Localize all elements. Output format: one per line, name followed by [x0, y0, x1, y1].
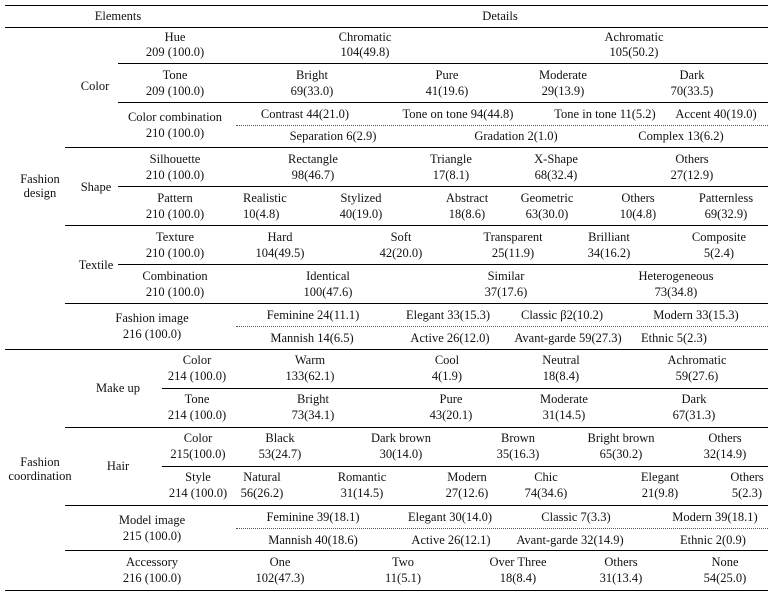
element-label: Color	[182, 353, 212, 367]
detail-category: Abstract	[445, 191, 489, 205]
section-fashion-coordination: Fashion coordination	[8, 455, 72, 483]
section-fashion-design: Fashion design	[20, 172, 60, 200]
detail-category: X-Shape	[534, 152, 578, 166]
detail-category: Cool	[434, 353, 460, 367]
element-total: 214 (100.0)	[167, 408, 227, 422]
element-total: 210 (100.0)	[145, 168, 205, 182]
detail-category: Pure	[435, 68, 459, 82]
detail-category: Triangle	[430, 152, 472, 166]
detail-item: Modern 33(15.3)	[653, 308, 739, 322]
detail-category: Over Three	[489, 555, 547, 569]
detail-value: 10(4.8)	[243, 207, 280, 221]
element-label: Style	[185, 470, 211, 484]
detail-category: Heterogeneous	[638, 269, 714, 283]
element-label: Silhouette	[149, 152, 201, 166]
detail-value: 5(2.4)	[703, 246, 735, 260]
element-total: 215 (100.0)	[122, 529, 182, 543]
detail-value: 4(1.9)	[431, 369, 463, 383]
detail-category: Identical	[306, 269, 350, 283]
row-rule	[65, 225, 768, 226]
detail-category: Others	[730, 470, 764, 484]
detail-item: Classic 7(3.3)	[541, 510, 611, 524]
detail-category: Natural	[243, 470, 281, 484]
detail-value: 5(2.3)	[731, 486, 763, 500]
detail-category: Patternless	[698, 191, 754, 205]
detail-value: 73(34.8)	[654, 285, 698, 299]
element-total: 216 (100.0)	[122, 571, 182, 585]
detail-category: Hard	[267, 230, 293, 244]
element-label: Fashion image	[115, 311, 189, 325]
detail-item: Elegant 30(14.0)	[407, 510, 493, 524]
detail-value: 31(14.5)	[542, 408, 586, 422]
detail-item: Ethnic 2(0.9)	[680, 533, 746, 547]
detail-category: Bright	[296, 68, 328, 82]
detail-item: Feminine 39(18.1)	[266, 510, 360, 524]
detail-category: Others	[675, 152, 709, 166]
element-total: 210 (100.0)	[145, 285, 205, 299]
element-total: 210 (100.0)	[145, 126, 205, 140]
detail-value: 69(32.9)	[704, 207, 748, 221]
detail-item: Avant-garde 32(14.9)	[516, 533, 624, 547]
detail-value: 11(5.1)	[385, 571, 421, 585]
detail-category: None	[711, 555, 739, 569]
detail-category: Bright	[297, 392, 329, 406]
detail-category: Warm	[294, 353, 326, 367]
detail-value: 54(25.0)	[703, 571, 747, 585]
detail-item: Tone in tone 11(5.2)	[554, 107, 656, 121]
detail-value: 18(8.4)	[499, 571, 537, 585]
element-label: Pattern	[157, 191, 193, 205]
detail-value: 34(16.2)	[587, 246, 631, 260]
row-rule	[118, 264, 768, 265]
element-label: Combination	[142, 269, 208, 283]
detail-value: 102(47.3)	[255, 571, 305, 585]
detail-category: Others	[621, 191, 655, 205]
section-rule	[5, 349, 768, 350]
detail-category: Chic	[534, 470, 558, 484]
detail-category: Rectangle	[288, 152, 338, 166]
detail-category: Elegant	[640, 470, 680, 484]
header-elements: Elements	[94, 9, 142, 23]
row-rule	[118, 102, 768, 103]
detail-category: Others	[604, 555, 638, 569]
group-color: Color	[80, 79, 110, 93]
detail-value: 31(14.5)	[340, 486, 384, 500]
detail-category: One	[269, 555, 291, 569]
element-label: Texture	[156, 230, 194, 244]
row-rule	[65, 303, 768, 304]
detail-value: 100(47.6)	[303, 285, 353, 299]
detail-value: 133(62.1)	[285, 369, 335, 383]
detail-category: Transparent	[483, 230, 543, 244]
group-make-up: Make up	[95, 381, 141, 395]
detail-category: Soft	[390, 230, 412, 244]
detail-category: Geometric	[520, 191, 574, 205]
row-rule	[65, 147, 768, 148]
detail-item: Avant-garde 59(27.3)	[514, 331, 622, 345]
element-label: Tone	[162, 68, 188, 82]
detail-value: 31(13.4)	[599, 571, 643, 585]
detail-value: 98(46.7)	[291, 168, 335, 182]
detail-value: 29(13.9)	[541, 84, 585, 98]
detail-category: Black	[265, 431, 295, 445]
detail-category: Dark	[679, 68, 705, 82]
detail-category: Two	[391, 555, 415, 569]
detail-value: 41(19.6)	[425, 84, 469, 98]
detail-category: Realistic	[243, 191, 287, 205]
row-rule	[236, 125, 768, 126]
detail-value: 65(30.2)	[599, 447, 643, 461]
element-label: Hue	[164, 30, 186, 44]
detail-value: 53(24.7)	[258, 447, 302, 461]
detail-item: Tone on tone 94(44.8)	[402, 107, 514, 121]
element-label: Model image	[118, 513, 186, 527]
detail-category: Moderate	[539, 68, 587, 82]
table-bottom-rule	[5, 590, 768, 591]
element-total: 214 (100.0)	[168, 486, 228, 500]
row-rule	[118, 63, 768, 64]
detail-value: 67(31.3)	[672, 408, 716, 422]
detail-item: Mannish 40(18.6)	[268, 533, 358, 547]
element-total: 214 (100.0)	[167, 369, 227, 383]
detail-value: 21(9.8)	[641, 486, 679, 500]
detail-value: 68(32.4)	[534, 168, 578, 182]
detail-value: 25(11.9)	[491, 246, 535, 260]
detail-item: Modern 39(18.1)	[672, 510, 758, 524]
detail-item: Mannish 14(6.5)	[270, 331, 354, 345]
element-label: Color	[183, 431, 213, 445]
table-top-rule	[5, 5, 768, 6]
detail-value: 35(16.3)	[496, 447, 540, 461]
detail-value: 104(49.8)	[340, 45, 390, 59]
detail-value: 18(8.4)	[542, 369, 580, 383]
detail-value: 105(50.2)	[609, 45, 659, 59]
detail-category: Chromatic	[338, 30, 392, 44]
detail-item: Classic β2(10.2)	[520, 308, 604, 322]
detail-value: 18(8.6)	[448, 207, 486, 221]
row-rule	[65, 505, 768, 506]
detail-category: Brown	[500, 431, 536, 445]
detail-item: Contrast 44(21.0)	[260, 107, 350, 121]
detail-item: Feminine 24(11.1)	[266, 308, 360, 322]
detail-value: 69(33.0)	[290, 84, 334, 98]
element-total: 210 (100.0)	[145, 207, 205, 221]
element-label: Color combination	[127, 110, 223, 124]
detail-category: Pure	[439, 392, 463, 406]
row-rule	[118, 186, 768, 187]
row-rule	[162, 466, 768, 467]
group-shape: Shape	[80, 180, 112, 194]
detail-value: 27(12.9)	[670, 168, 714, 182]
row-rule	[236, 326, 768, 327]
detail-value: 70(33.5)	[670, 84, 714, 98]
row-rule	[65, 550, 768, 551]
detail-item: Ethnic 5(2.3)	[641, 331, 707, 345]
row-rule	[236, 528, 768, 529]
element-total: 210 (100.0)	[145, 246, 205, 260]
detail-value: 73(34.1)	[291, 408, 335, 422]
detail-category: Brilliant	[588, 230, 630, 244]
detail-item: Gradation 2(1.0)	[474, 129, 558, 143]
detail-category: Romantic	[337, 470, 387, 484]
detail-category: Moderate	[540, 392, 588, 406]
detail-item: Complex 13(6.2)	[638, 129, 724, 143]
detail-category: Achromatic	[667, 353, 727, 367]
detail-category: Dark	[681, 392, 707, 406]
row-rule	[162, 388, 768, 389]
detail-category: Modern	[447, 470, 487, 484]
row-rule	[65, 427, 768, 428]
detail-category: Neutral	[542, 353, 580, 367]
detail-item: Active 26(12.1)	[411, 533, 491, 547]
detail-item: Active 26(12.0)	[410, 331, 490, 345]
element-total: 209 (100.0)	[145, 84, 205, 98]
detail-value: 32(14.9)	[703, 447, 747, 461]
detail-value: 27(12.6)	[445, 486, 489, 500]
detail-value: 17(8.1)	[432, 168, 470, 182]
detail-category: Achromatic	[604, 30, 664, 44]
detail-value: 74(34.6)	[524, 486, 568, 500]
header-details: Details	[482, 9, 518, 23]
detail-value: 10(4.8)	[619, 207, 657, 221]
element-total: 209 (100.0)	[145, 45, 205, 59]
group-textile: Textile	[78, 258, 114, 272]
detail-item: Elegant 33(15.3)	[405, 308, 491, 322]
element-total: 216 (100.0)	[122, 327, 182, 341]
detail-item: Separation 6(2.9)	[289, 129, 377, 143]
detail-value: 43(20.1)	[429, 408, 473, 422]
detail-category: Stylized	[340, 191, 382, 205]
header-bottom-rule	[5, 27, 768, 28]
detail-value: 42(20.0)	[379, 246, 423, 260]
detail-category: Dark brown	[370, 431, 432, 445]
detail-value: 40(19.0)	[339, 207, 383, 221]
element-total: 215(100.0)	[170, 447, 226, 461]
detail-value: 104(49.5)	[255, 246, 305, 260]
group-hair: Hair	[106, 459, 130, 473]
detail-category: Composite	[691, 230, 747, 244]
detail-value: 56(26.2)	[240, 486, 284, 500]
detail-value: 63(30.0)	[525, 207, 569, 221]
element-label: Tone	[184, 392, 210, 406]
element-label: Accessory	[125, 555, 179, 569]
detail-value: 59(27.6)	[675, 369, 719, 383]
detail-item: Accent 40(19.0)	[675, 107, 757, 121]
detail-value: 30(14.0)	[379, 447, 423, 461]
detail-category: Others	[708, 431, 742, 445]
detail-value: 37(17.6)	[484, 285, 528, 299]
detail-category: Bright brown	[587, 431, 655, 445]
detail-category: Similar	[487, 269, 525, 283]
